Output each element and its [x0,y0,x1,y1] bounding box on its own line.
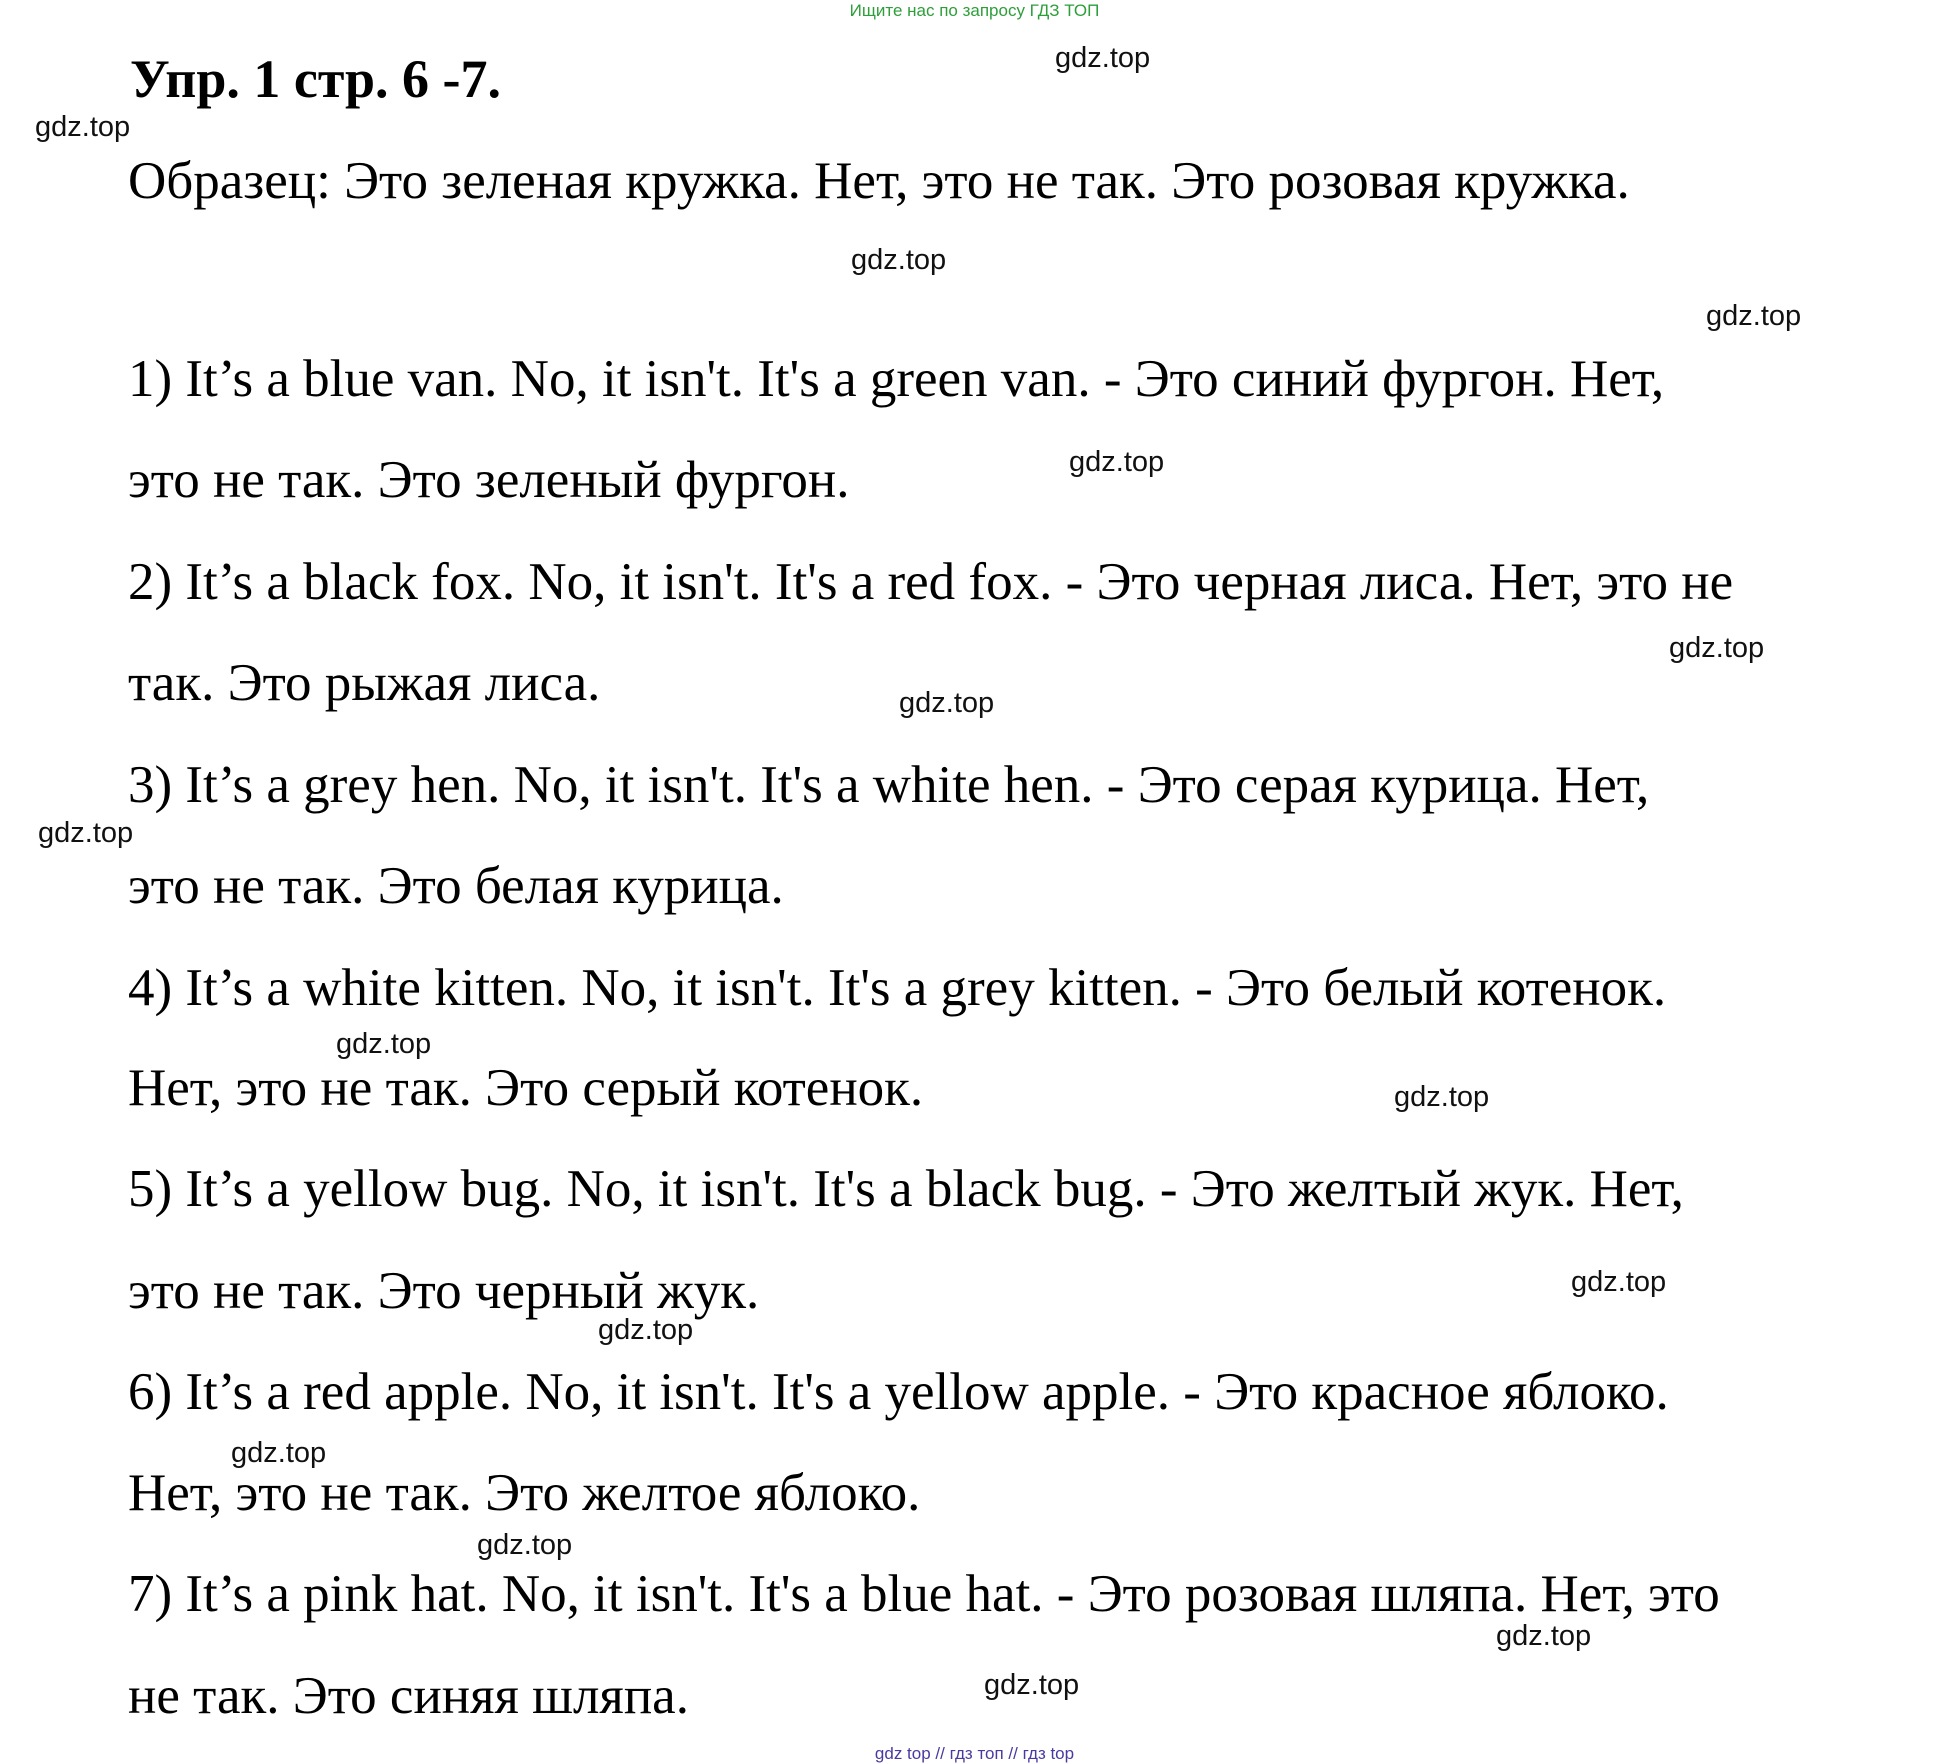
item-1-line-2: это не так. Это зеленый фургон. [128,451,850,509]
top-banner: Ищите нас по запросу ГДЗ ТОП [849,1,1100,20]
watermark: gdz.top [336,1028,432,1060]
watermark: gdz.top [899,687,995,719]
watermark: gdz.top [35,111,131,143]
item-7-line-1: 7) It’s a pink hat. No, it isn't. It's a blue hat. - Это розовая шляпа. Нет, это [128,1565,1720,1623]
item-7-line-2: не так. Это синяя шляпа. [128,1667,689,1725]
item-3-line-2: это не так. Это белая курица. [128,857,784,915]
item-5-line-2: это не так. Это черный жук. [128,1262,760,1320]
item-6-line-2: Нет, это не так. Это желтое яблоко. [128,1464,921,1522]
item-4-line-1: 4) It’s a white kitten. No, it isn't. It's a grey kitten. - Это белый котенок. [128,959,1667,1017]
item-4-line-2: Нет, это не так. Это серый котенок. [128,1059,924,1117]
item-5-line-1: 5) It’s a yellow bug. No, it isn't. It's a black bug. - Это желтый жук. Нет, [128,1160,1684,1218]
watermark: gdz.top [1571,1266,1667,1298]
footer-watermark: gdz top // гдз топ // гдз top [874,1744,1075,1763]
watermark: gdz.top [1706,300,1802,332]
sample-sentence: Образец: Это зеленая кружка. Нет, это не так. Это розовая кружка. [128,152,1630,210]
watermark: gdz.top [231,1437,327,1469]
item-2-line-1: 2) It’s a black fox. No, it isn't. It's a red fox. - Это черная лиса. Нет, это не [128,553,1734,611]
item-3-line-1: 3) It’s a grey hen. No, it isn't. It's a white hen. - Это серая курица. Нет, [128,756,1650,814]
item-1-line-1: 1) It’s a blue van. No, it isn't. It's a green van. - Это синий фургон. Нет, [128,350,1665,408]
watermark: gdz.top [851,244,947,276]
watermark: gdz.top [1394,1081,1490,1113]
watermark: gdz.top [984,1669,1080,1701]
watermark: gdz.top [1496,1620,1592,1652]
watermark: gdz.top [1669,632,1765,664]
watermark: gdz.top [598,1314,694,1346]
watermark: gdz.top [1069,446,1165,478]
item-6-line-1: 6) It’s a red apple. No, it isn't. It's a yellow apple. - Это красное яблоко. [128,1363,1669,1421]
watermark: gdz.top [477,1529,573,1561]
watermark: gdz.top [38,817,134,849]
item-2-line-2: так. Это рыжая лиса. [128,654,601,712]
exercise-title: Упр. 1 стр. 6 -7. [130,49,502,109]
watermark: gdz.top [1055,42,1151,74]
